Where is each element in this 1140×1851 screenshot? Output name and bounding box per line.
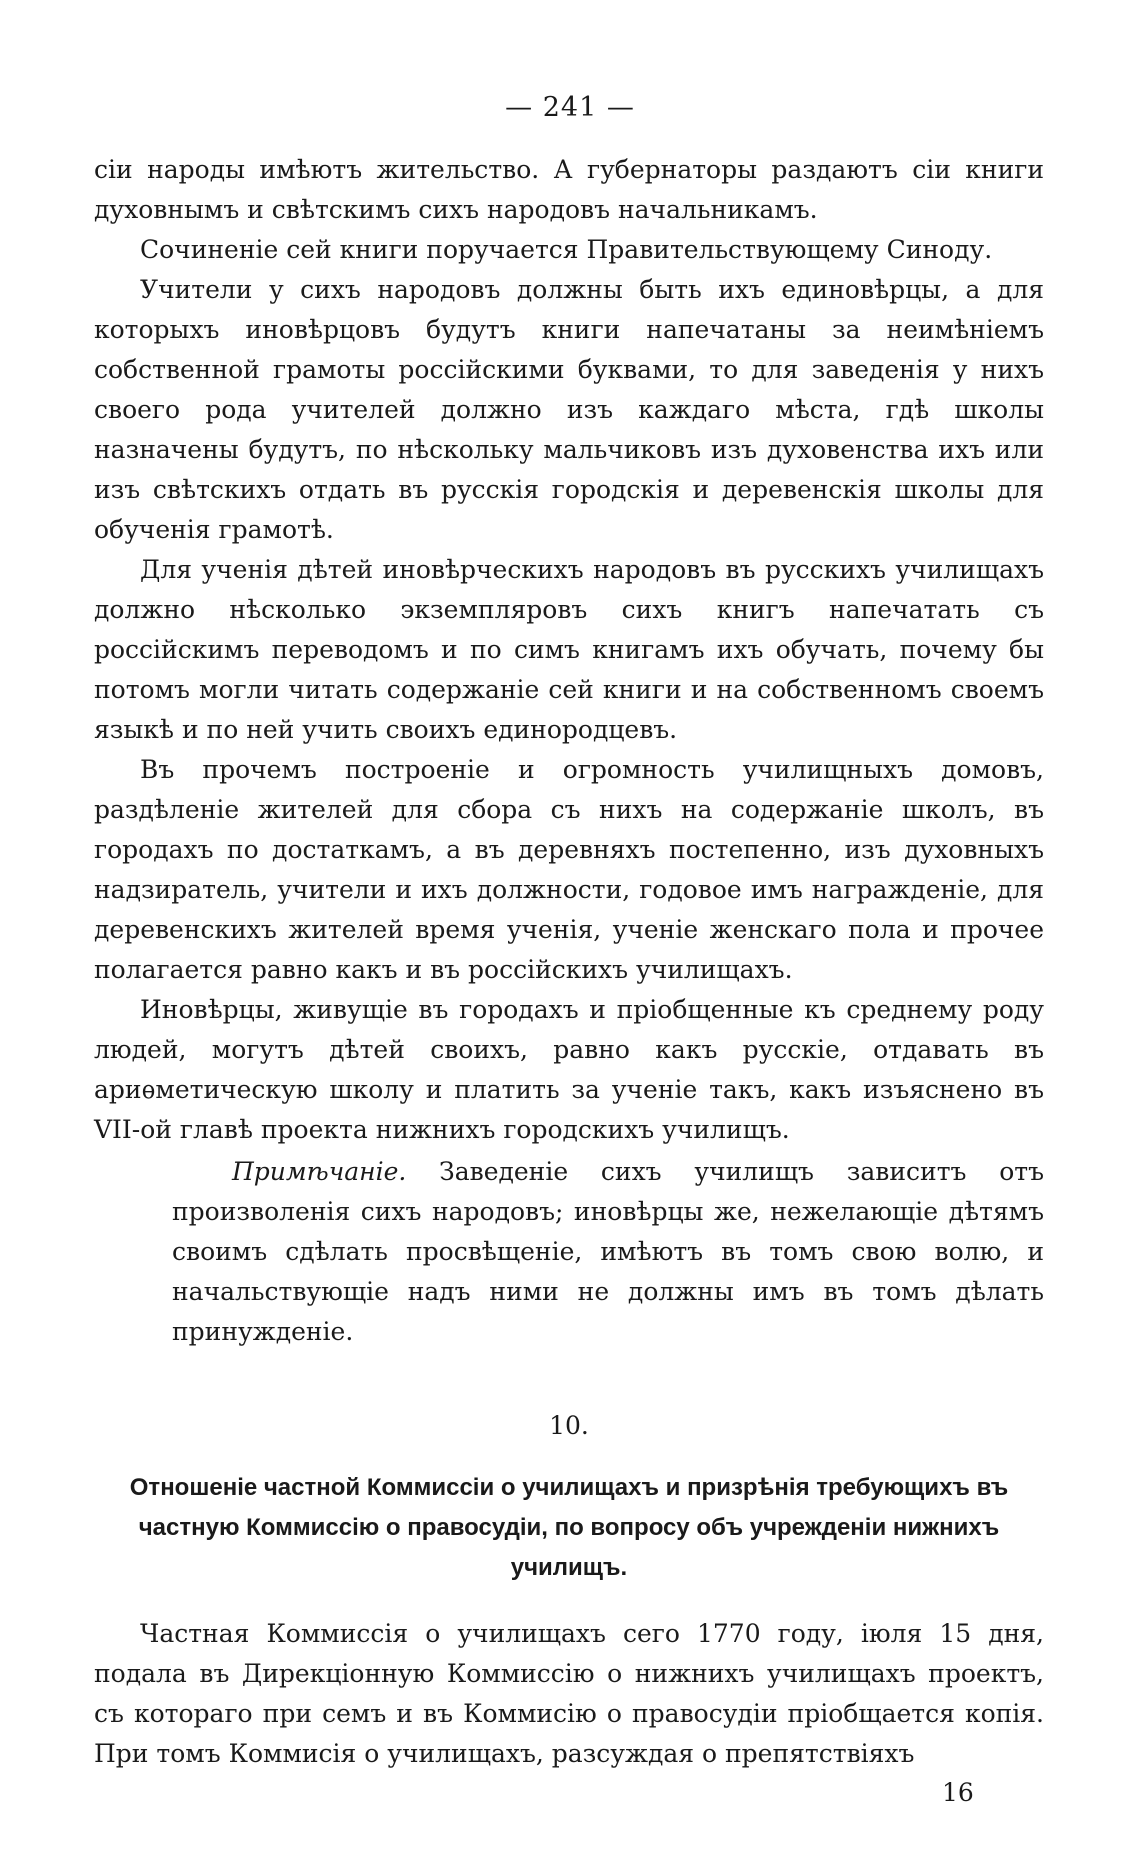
paragraph: Сочиненіе сей книги поручается Правительствующему Синоду.	[140, 235, 993, 264]
section-heading: Отношеніе частной Коммиссіи о училищахъ и призрѣнія требующихъ въ частную Коммиссію о правосудіи, по вопросу объ учрежденіи нижнихъ училищъ.	[129, 1474, 1009, 1581]
note-paragraph	[172, 1152, 1044, 1352]
section-number: 10.	[549, 1411, 589, 1440]
page-number: — 241 —	[505, 92, 635, 123]
paragraph: Учители у сихъ народовъ должны быть ихъ единовѣрцы, а для которыхъ иновѣрцовъ будутъ книги напечатаны за неимѣніемъ собственной грамоты россійскими буквами, то для заведенія у нихъ своего рода учителей должно изъ каждаго мѣста, гдѣ школы назначены будутъ, по нѣскольку мальчиковъ изъ духовенства ихъ или изъ свѣтскихъ отдать въ русскія городскія и деревенскія школы для обученія грамотѣ.	[94, 275, 1044, 544]
note-text: Заведеніе сихъ училищъ зависитъ отъ произволенія сихъ народовъ; иновѣрцы же, нежелающіе дѣтямъ своимъ сдѣлать просвѣщеніе, имѣютъ въ томъ свою волю, и начальствующіе надъ ними не должны имъ въ томъ дѣлать принужденіе.	[172, 1157, 1044, 1346]
paragraph: Для ученія дѣтей иновѣрческихъ народовъ въ русскихъ училищахъ должно нѣсколько экземпляровъ сихъ книгъ напечатать съ россійскимъ переводомъ и по симъ книгамъ ихъ обучать, почему бы потомъ могли читать содержаніе сей книги и на собственномъ своемъ языкѣ и по ней учить своихъ единородцевъ.	[94, 555, 1044, 744]
main-text	[94, 150, 1044, 1774]
note-label: Примѣчаніе.	[232, 1157, 407, 1186]
section-paragraph: Частная Коммиссія о училищахъ сего 1770 году, іюля 15 дня, подала въ Дирекціонную Коммиссію о нижнихъ училищахъ проектъ, съ котораго при семъ и въ Коммисію о правосудіи пріобщается копія. При томъ Коммисія о училищахъ, разсуждая о препятствіяхъ	[94, 1619, 1044, 1768]
signature-mark: 16	[942, 1778, 974, 1807]
paragraph: сіи народы имѣютъ жительство. А губернаторы раздаютъ сіи книги духовнымъ и свѣтскимъ сихъ народовъ начальникамъ.	[94, 155, 1044, 224]
paragraph: Иновѣрцы, живущіе въ городахъ и пріобщенные къ среднему роду людей, могутъ дѣтей своихъ, равно какъ русскіе, отдавать въ ариѳметическую школу и платить за ученіе такъ, какъ изъяснено въ VII-ой главѣ проекта нижнихъ городскихъ училищъ.	[94, 995, 1044, 1144]
paragraph: Въ прочемъ построеніе и огромность училищныхъ домовъ, раздѣленіе жителей для сбора съ нихъ на содержаніе школъ, въ городахъ по достаткамъ, а въ деревняхъ постепенно, изъ духовныхъ надзиратель, учители и ихъ должности, годовое имъ награжденіе, для деревенскихъ жителей время ученія, ученіе женскаго пола и прочее полагается равно какъ и въ россійскихъ училищахъ.	[94, 755, 1044, 984]
